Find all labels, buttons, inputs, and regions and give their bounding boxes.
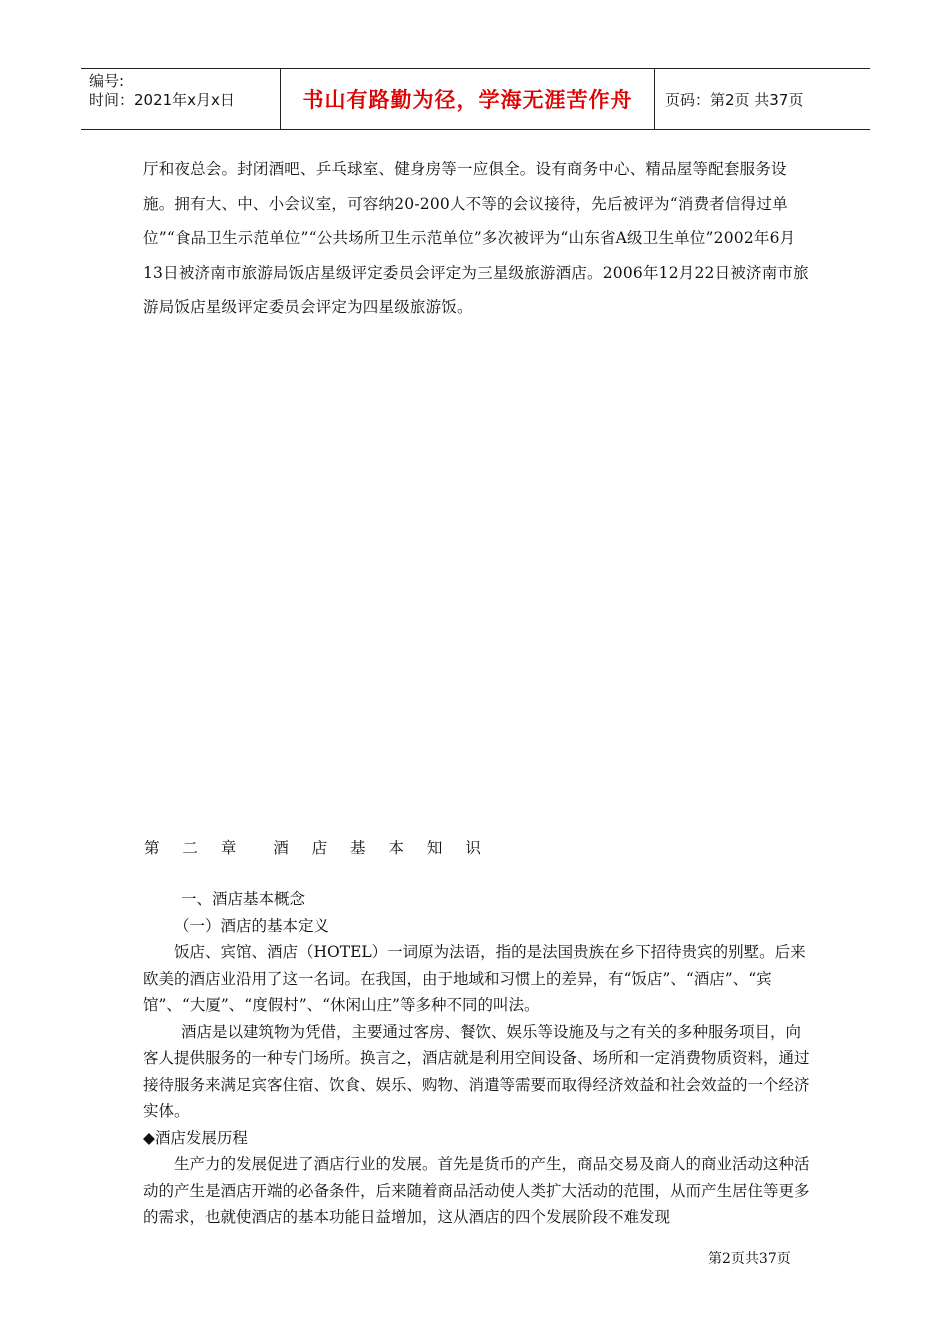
section-title: 一、酒店基本概念 bbox=[181, 890, 306, 908]
bullet-heading: ◆酒店发展历程 bbox=[143, 1128, 248, 1147]
history-paragraph: 生产力的发展促进了酒店行业的发展。首先是货币的产生，商品交易及商人的商业活动这种活动的产生是酒店开端的必备条件，后来随着商品活动使人类扩大活动的范围，从而产生居住等更多的需求，也就使酒店的基本功能日益增加，这从酒店的四个发展阶段不难发现 bbox=[143, 1155, 810, 1226]
subsection-title: （一）酒店的基本定义 bbox=[174, 916, 330, 935]
chapter-title: 第 二 章 酒 店 基 本 知 识 bbox=[144, 839, 490, 857]
chapter-body bbox=[143, 886, 813, 1231]
page-footer: 第2页共37页 bbox=[708, 1251, 791, 1267]
code-label: 编号: bbox=[89, 72, 125, 90]
header-motto: 书山有路勤为径，学海无涯苦作舟 bbox=[281, 69, 655, 129]
definition-paragraph-1: 饭店、宾馆、酒店（HOTEL）一词原为法语，指的是法国贵族在乡下招待贵宾的别墅。后来欧美的酒店业沿用了这一名词。在我国，由于地域和习惯上的差异，有“饭店”、“酒店”、“宾馆”、“大厦”、“度假村”、“休闲山庄”等多种不同的叫法。 bbox=[143, 943, 806, 1014]
intro-paragraph: 厅和夜总会。封闭酒吧、乒乓球室、健身房等一应俱全。设有商务中心、精品屋等配套服务设施。拥有大、中、小会议室，可容纳20-200人不等的会议接待，先后被评为“消费者信得过单位”“食品卫生示范单位”“公共场所卫生示范单位”多次被评为“山东省A级卫生单位”2002年6月13日被济南市旅游局饭店星级评定委员会评定为三星级旅游酒店。2006年12月22日被济南市旅游局饭店星级评定委员会评定为四星级旅游饭。 bbox=[143, 160, 809, 316]
header-page-label: 页码：第2页 共37页 bbox=[665, 90, 804, 109]
page-header bbox=[81, 68, 870, 130]
header-meta bbox=[81, 69, 281, 129]
date-label: 时间：2021年x月x日 bbox=[89, 91, 235, 109]
definition-paragraph-2: 酒店是以建筑物为凭借，主要通过客房、餐饮、娱乐等设施及与之有关的多种服务项目，向客人提供服务的一种专门场所。换言之，酒店就是利用空间设备、场所和一定消费物质资料，通过接待服务来满足宾客住宿、饮食、娱乐、购物、消遣等需要而取得经济效益和社会效益的一个经济实体。 bbox=[143, 1022, 810, 1120]
